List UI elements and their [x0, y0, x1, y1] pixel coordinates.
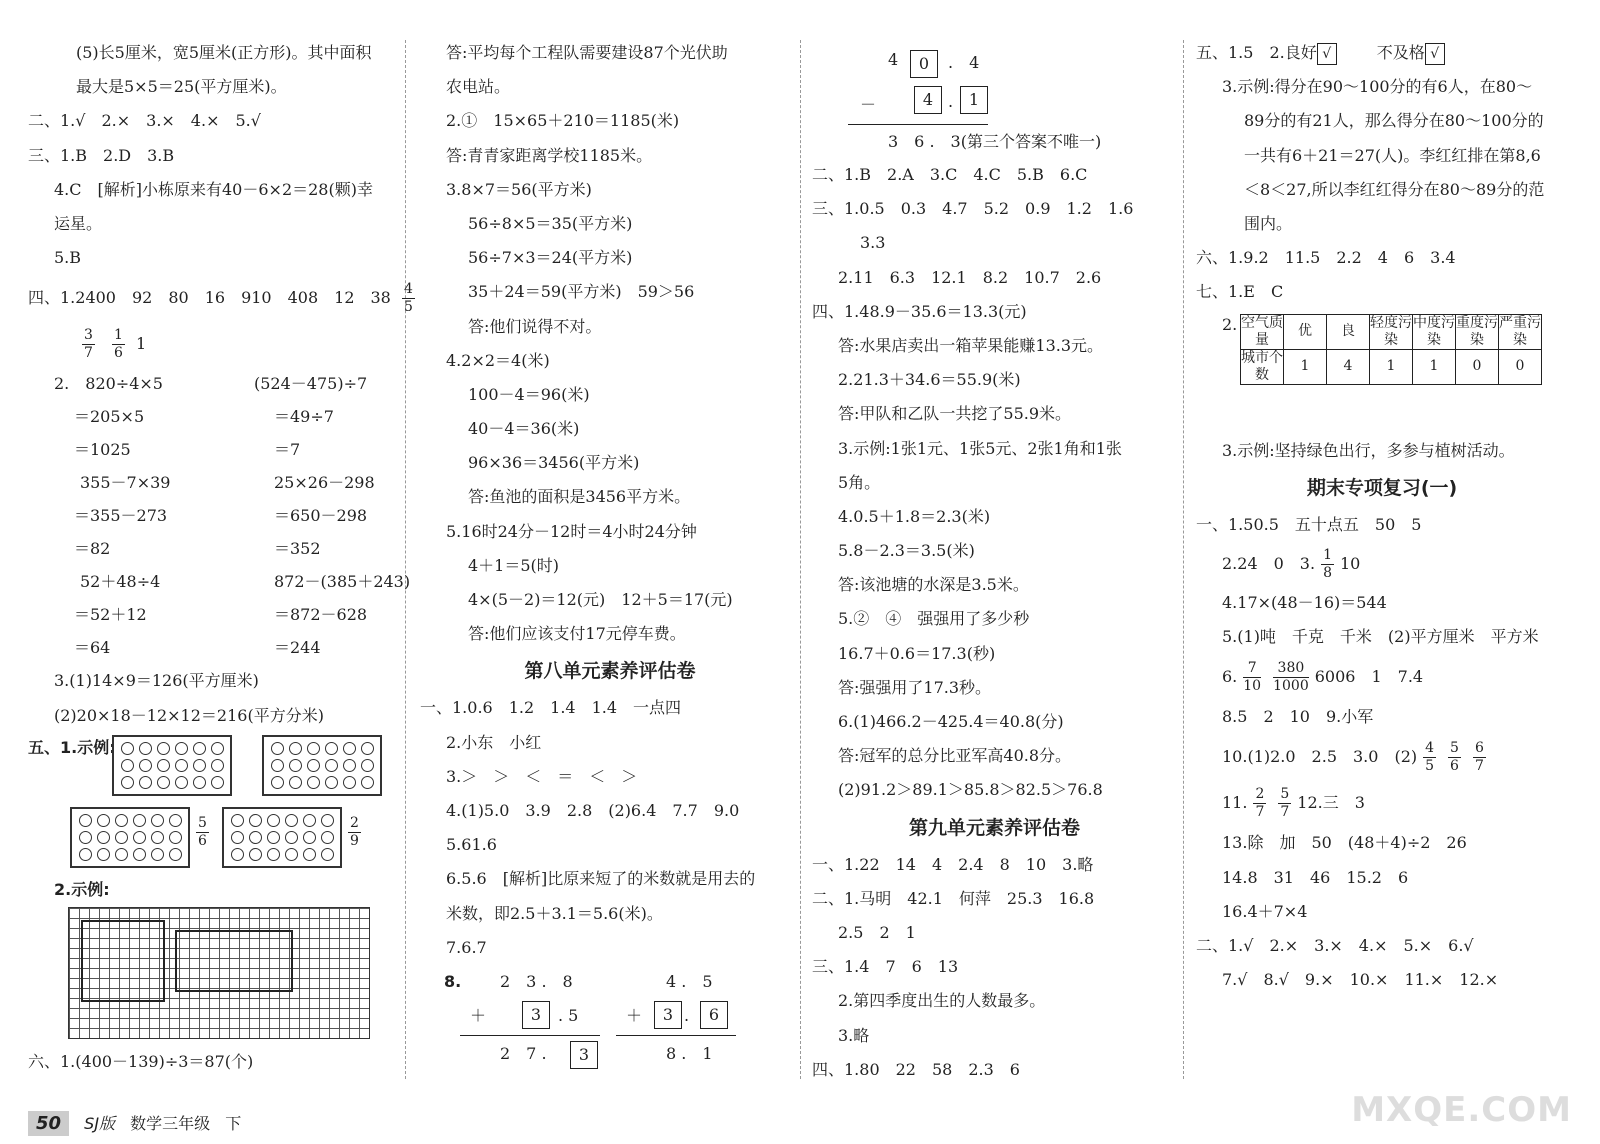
vertical-subtraction	[812, 36, 1177, 152]
answer-column-4	[1196, 36, 1568, 997]
text-line: 4.2×2＝4(米)	[446, 350, 550, 370]
calc-row: ＝52＋12 ＝872－628	[74, 605, 368, 625]
answer-column-1	[28, 36, 413, 1079]
text-line: 6.5.6 [解析]比原来短了的米数就是用去的	[446, 869, 756, 889]
text-line: 2.① 15×65＋210＝1185(米)	[446, 111, 680, 131]
fraction: $\frac{6}{7}$	[1474, 740, 1484, 775]
text-line: 七、1.E C	[1196, 282, 1284, 302]
text-line: 二、1.B 2.A 3.C 4.C 5.B 6.C	[812, 165, 1088, 184]
text-line: 7.6.7	[446, 937, 487, 957]
text-line: 三、1.4 7 6 13	[812, 957, 959, 977]
calc-row: ＝355－273 ＝650－298	[74, 506, 368, 526]
fraction: $\frac{5}{6}$	[198, 814, 207, 849]
text-line: 答:他们说得不对。	[468, 316, 602, 336]
text-line: 5.② ④ 强强用了多少秒	[838, 609, 1030, 629]
table-cell: 4	[1327, 349, 1370, 384]
text-line: 2.小东 小红	[446, 732, 542, 752]
text-line: 4.C [解析]小栋原来有40－6×2＝28(颗)幸	[54, 179, 373, 199]
text-line: 4.0.5＋1.8＝2.3(米)	[838, 506, 991, 526]
text-line: 一共有6＋21＝27(人)。李红红排在第8,6	[1244, 145, 1541, 165]
text-line: 3.(1)14×9＝126(平方厘米)	[54, 671, 259, 691]
fraction: $\frac{2}{7}$	[1255, 786, 1265, 821]
text-line: 3.＞ ＞ ＜ ＝ ＜ ＞	[446, 766, 638, 786]
table-cell: 1	[1413, 349, 1456, 384]
text-line: 答:他们应该支付17元停车费。	[468, 624, 686, 644]
text-line: 6. $\frac{7}{10}$ $\frac{380}{1000}$ 6006 1 7.4	[1222, 660, 1424, 695]
text-line: 3.略	[838, 1025, 870, 1045]
text-line: 89分的有21人，那么得分在80～100分的	[1244, 111, 1544, 131]
text-line: 11. $\frac{2}{7}$ $\frac{5}{7}$ 12.三 3	[1222, 786, 1365, 821]
fraction: $\frac{1}{6}$	[114, 327, 123, 362]
digit-row: 3 6 . 3(第三个答案不唯一)	[888, 132, 1102, 151]
text-line: 2.第四季度出生的人数最多。	[838, 991, 1046, 1011]
dot-array	[222, 807, 342, 868]
text-line: 40－4＝36(米)	[468, 419, 580, 439]
dot-diagram-row-1	[28, 733, 398, 803]
table-header-cell: 严重污染	[1499, 314, 1541, 348]
text-line: 35＋24＝59(平方米) 59＞56	[468, 282, 695, 302]
calc-row: ＝64 ＝244	[74, 638, 321, 658]
dot-array	[112, 735, 232, 796]
answer-text: 五、1.示例:	[28, 737, 116, 757]
table-cell: 0	[1499, 349, 1542, 384]
digit-row: .	[948, 92, 954, 111]
text-line: 六、1.(400－139)÷3＝87(个)	[28, 1051, 254, 1071]
answer-column-2	[420, 36, 800, 1075]
table-cell: 1	[1370, 349, 1413, 384]
fraction: $\frac{380}{1000}$	[1273, 660, 1309, 695]
text-line: 13.除 加 50 (48＋4)÷2 26	[1222, 833, 1467, 853]
answer-box: 3	[522, 1001, 550, 1029]
digit: 4	[888, 50, 899, 69]
answer-text: 四、1.2400 92 80 16 910 408 12 38	[28, 288, 391, 308]
table-header-cell: 空气质量	[1241, 314, 1283, 348]
text-line: 5.8－2.3＝3.5(米)	[838, 541, 975, 561]
text-line: 5角。	[838, 472, 881, 492]
text-line: 5.16时24分－12时＝4小时24分钟	[446, 521, 697, 541]
text-line: 4＋1＝5(时)	[468, 555, 560, 575]
text-line: 6.(1)466.2－425.4＝40.8(分)	[838, 712, 1064, 731]
fraction: $\frac{4}{5}$	[403, 281, 413, 316]
fraction: $\frac{4}{5}$	[1425, 740, 1435, 775]
fraction: $\frac{1}{8}$	[1323, 546, 1332, 581]
text-line: 3.3	[860, 233, 886, 253]
table-cell: 城市个数	[1241, 349, 1283, 383]
dot-diagram-row-2	[28, 803, 398, 873]
text-line: 农电站。	[446, 77, 511, 97]
text-line: 3.8×7＝56(平方米)	[446, 179, 592, 199]
text-line: 3.示例:1张1元、1张5元、2张1角和1张	[838, 438, 1122, 458]
text-line: 2.11 6.3 12.1 8.2 10.7 2.6	[838, 267, 1102, 287]
text-line: 7.√ 8.√ 9.× 10.× 11.× 12.×	[1222, 970, 1499, 990]
rule-line	[460, 1035, 600, 1036]
calc-row: 2. 820÷4×5 (524－475)÷7	[54, 374, 368, 394]
text-line: 围内。	[1244, 213, 1293, 233]
calc-row: 355－7×39 25×26－298	[80, 473, 375, 493]
text-line: 2.5 2 1	[838, 922, 916, 942]
answer-box: 4	[914, 86, 942, 114]
text-line: 96×36＝3456(平方米)	[468, 453, 640, 473]
text-line: 4.(1)5.0 3.9 2.8 (2)6.4 7.7 9.0	[446, 800, 740, 820]
text-line: 一、1.50.5 五十点五 50 5	[1196, 514, 1422, 534]
plus-sign: ＋	[470, 1005, 487, 1025]
text-line: 5.61.6	[446, 835, 497, 855]
air-quality-table-block	[1196, 310, 1568, 434]
section-title: 第九单元素养评估卷	[908, 816, 1080, 839]
text-line: 二、1.马明 42.1 何萍 25.3 16.8	[812, 888, 1095, 908]
rule-line	[848, 124, 988, 125]
text-line: 答:冠军的总分比亚军高40.8分。	[838, 746, 1072, 766]
text-line: 米数，即2.5＋3.1＝5.6(米)。	[446, 903, 663, 923]
section-title: 期末专项复习(一)	[1306, 476, 1458, 499]
column-divider	[405, 40, 406, 1079]
text-line: 16.7＋0.6＝17.3(秒)	[838, 643, 996, 663]
table-cell: 0	[1456, 349, 1499, 384]
text-line	[28, 321, 398, 367]
text-line: (2)91.2＞89.1＞85.8＞82.5＞76.8	[838, 780, 1103, 800]
table-header-cell: 良	[1327, 314, 1370, 349]
vertical-addition	[420, 965, 800, 1075]
answer-text: 1	[136, 334, 147, 354]
text-line: 4.17×(48－16)＝544	[1222, 592, 1387, 612]
text-line: 最大是5×5＝25(平方厘米)。	[76, 77, 287, 97]
text-line: 四、1.80 22 58 2.3 6	[812, 1059, 1020, 1079]
answer-box: 1	[960, 86, 988, 114]
text-line: 六、1.9.2 11.5 2.2 4 6 3.4	[1196, 248, 1456, 268]
text-line: 一、1.22 14 4 2.4 8 10 3.略	[812, 854, 1094, 874]
text-line: 二、1.√ 2.× 3.× 4.× 5.× 6.√	[1196, 936, 1474, 955]
checkbox-mark: √	[1425, 43, 1445, 65]
calc-row: ＝205×5 ＝49÷7	[74, 407, 334, 427]
plus-sign: ＋	[626, 1005, 643, 1025]
text-line: 三、1.B 2.D 3.B	[28, 145, 175, 165]
column-divider	[800, 40, 801, 1079]
text-line	[1196, 36, 1568, 70]
page-number: 50	[28, 1111, 69, 1136]
text-line: (2)20×18－12×12＝216(平方分米)	[54, 705, 324, 725]
calc-row: ＝1025 ＝7	[74, 440, 301, 460]
text-line: 2.21.3＋34.6＝55.9(米)	[838, 370, 1021, 390]
answer-text: 8.	[444, 971, 462, 991]
text-line: 2.示例:	[54, 879, 110, 899]
text-line: 二、1.√ 2.× 3.× 4.× 5.√	[28, 111, 261, 131]
text-line: 3.示例:得分在90～100分的有6人，在80～	[1222, 77, 1533, 97]
answer-text: 五、1.5 2.良好	[1196, 43, 1317, 62]
text-line: 100－4＝96(米)	[468, 384, 590, 404]
text-line: 4×(5－2)＝12(元) 12＋5＝17(元)	[468, 590, 733, 609]
text-line: 答:水果店卖出一箱苹果能赚13.3元。	[838, 335, 1104, 355]
text-line: 3.示例:坚持绿色出行，多参与植树活动。	[1222, 440, 1515, 460]
edition-label: SJ版	[84, 1114, 116, 1133]
answer-box: 3	[654, 1001, 682, 1029]
answer-text: 2.	[1222, 314, 1238, 334]
dot-array	[262, 735, 382, 796]
air-quality-table	[1240, 314, 1542, 385]
text-line: 2.24 0 3. $\frac{1}{8}$ 10	[1222, 546, 1361, 581]
calc-row: 52＋48÷4 872－(385＋243)	[80, 572, 411, 592]
text-line: 56÷8×5＝35(平方米)	[468, 213, 633, 233]
term-label: 下	[225, 1114, 242, 1133]
rule-line	[616, 1035, 736, 1036]
text-line: 答:鱼池的面积是3456平方米。	[468, 487, 691, 507]
calc-row: ＝82 ＝352	[74, 539, 321, 559]
text-line	[28, 275, 413, 321]
answer-box: 6	[700, 1001, 728, 1029]
section-title: 第八单元素养评估卷	[524, 660, 696, 683]
text-line: 答:甲队和乙队一共挖了55.9米。	[838, 404, 1072, 424]
digit-row: . 4	[948, 53, 980, 72]
digit-row: .	[684, 1005, 690, 1025]
rectangle-shape	[81, 920, 165, 1002]
minus-sign: －	[860, 95, 877, 114]
table-header-cell: 重度污染	[1456, 314, 1498, 348]
text-line: 16.4＋7×4	[1222, 901, 1308, 921]
text-line: 56÷7×3＝24(平方米)	[468, 248, 633, 268]
text-line: 5.B	[54, 248, 82, 268]
digit-row: 2 3 . 8	[500, 971, 573, 991]
subject-label: 数学三年级	[130, 1114, 211, 1133]
text-line: 运星。	[54, 213, 103, 233]
table-header-cell: 轻度污染	[1370, 314, 1412, 348]
text-line: 答:平均每个工程队需要建设87个光伏助	[446, 43, 728, 62]
table-cell: 1	[1284, 349, 1327, 384]
answer-box: 3	[570, 1041, 598, 1069]
fraction: $\frac{5}{7}$	[1280, 786, 1290, 821]
text-line: 答:强强用了17.3秒。	[838, 677, 992, 697]
table-header-cell: 优	[1284, 314, 1327, 349]
text-line: 答:青青家距离学校1185米。	[446, 145, 653, 165]
grid-drawing	[68, 907, 370, 1039]
page-footer	[28, 1111, 241, 1136]
text-line: (5)长5厘米，宽5厘米(正方形)。其中面积	[76, 43, 372, 62]
calculation-block	[28, 367, 411, 664]
fraction: $\frac{5}{6}$	[1450, 740, 1459, 775]
watermark: MXQE.COM	[1351, 1090, 1572, 1130]
text-line: 5.(1)吨 千克 千米 (2)平方厘米 平方米	[1222, 627, 1539, 647]
digit-row: . 5	[558, 1005, 579, 1025]
text-line: 10.(1)2.0 2.5 3.0 (2) $\frac{4}{5}$ $\frac{5}{6}$ $\frac{6}{7}$	[1222, 740, 1484, 775]
dot-array	[70, 807, 190, 868]
digit-row: 8 . 1	[666, 1043, 713, 1063]
fraction: $\frac{3}{7}$	[84, 327, 93, 362]
text-line: ＜8＜27,所以李红红得分在80～89分的范	[1244, 179, 1545, 199]
text-line: 14.8 31 46 15.2 6	[1222, 867, 1409, 887]
fraction: $\frac{7}{10}$	[1243, 660, 1262, 695]
checkbox-mark: √	[1317, 43, 1337, 65]
fraction: $\frac{2}{9}$	[350, 814, 359, 849]
answer-text: 不及格	[1376, 43, 1425, 62]
answer-box: 0	[910, 50, 938, 78]
rectangle-shape	[175, 930, 293, 992]
digit-row: 2 7 .	[500, 1043, 547, 1063]
column-divider	[1183, 40, 1184, 1079]
answer-column-3	[812, 36, 1177, 1087]
text-line: 8.5 2 10 9.小军	[1222, 707, 1374, 727]
digit-row: 4 . 5	[666, 971, 713, 991]
text-line: 答:该池塘的水深是3.5米。	[838, 575, 1029, 595]
text-line: 一、1.0.6 1.2 1.4 1.4 一点四	[420, 698, 682, 718]
text-line: 四、1.48.9－35.6＝13.3(元)	[812, 301, 1027, 321]
table-header-cell: 中度污染	[1413, 314, 1455, 348]
text-line: 三、1.0.5 0.3 4.7 5.2 0.9 1.2 1.6	[812, 199, 1134, 219]
